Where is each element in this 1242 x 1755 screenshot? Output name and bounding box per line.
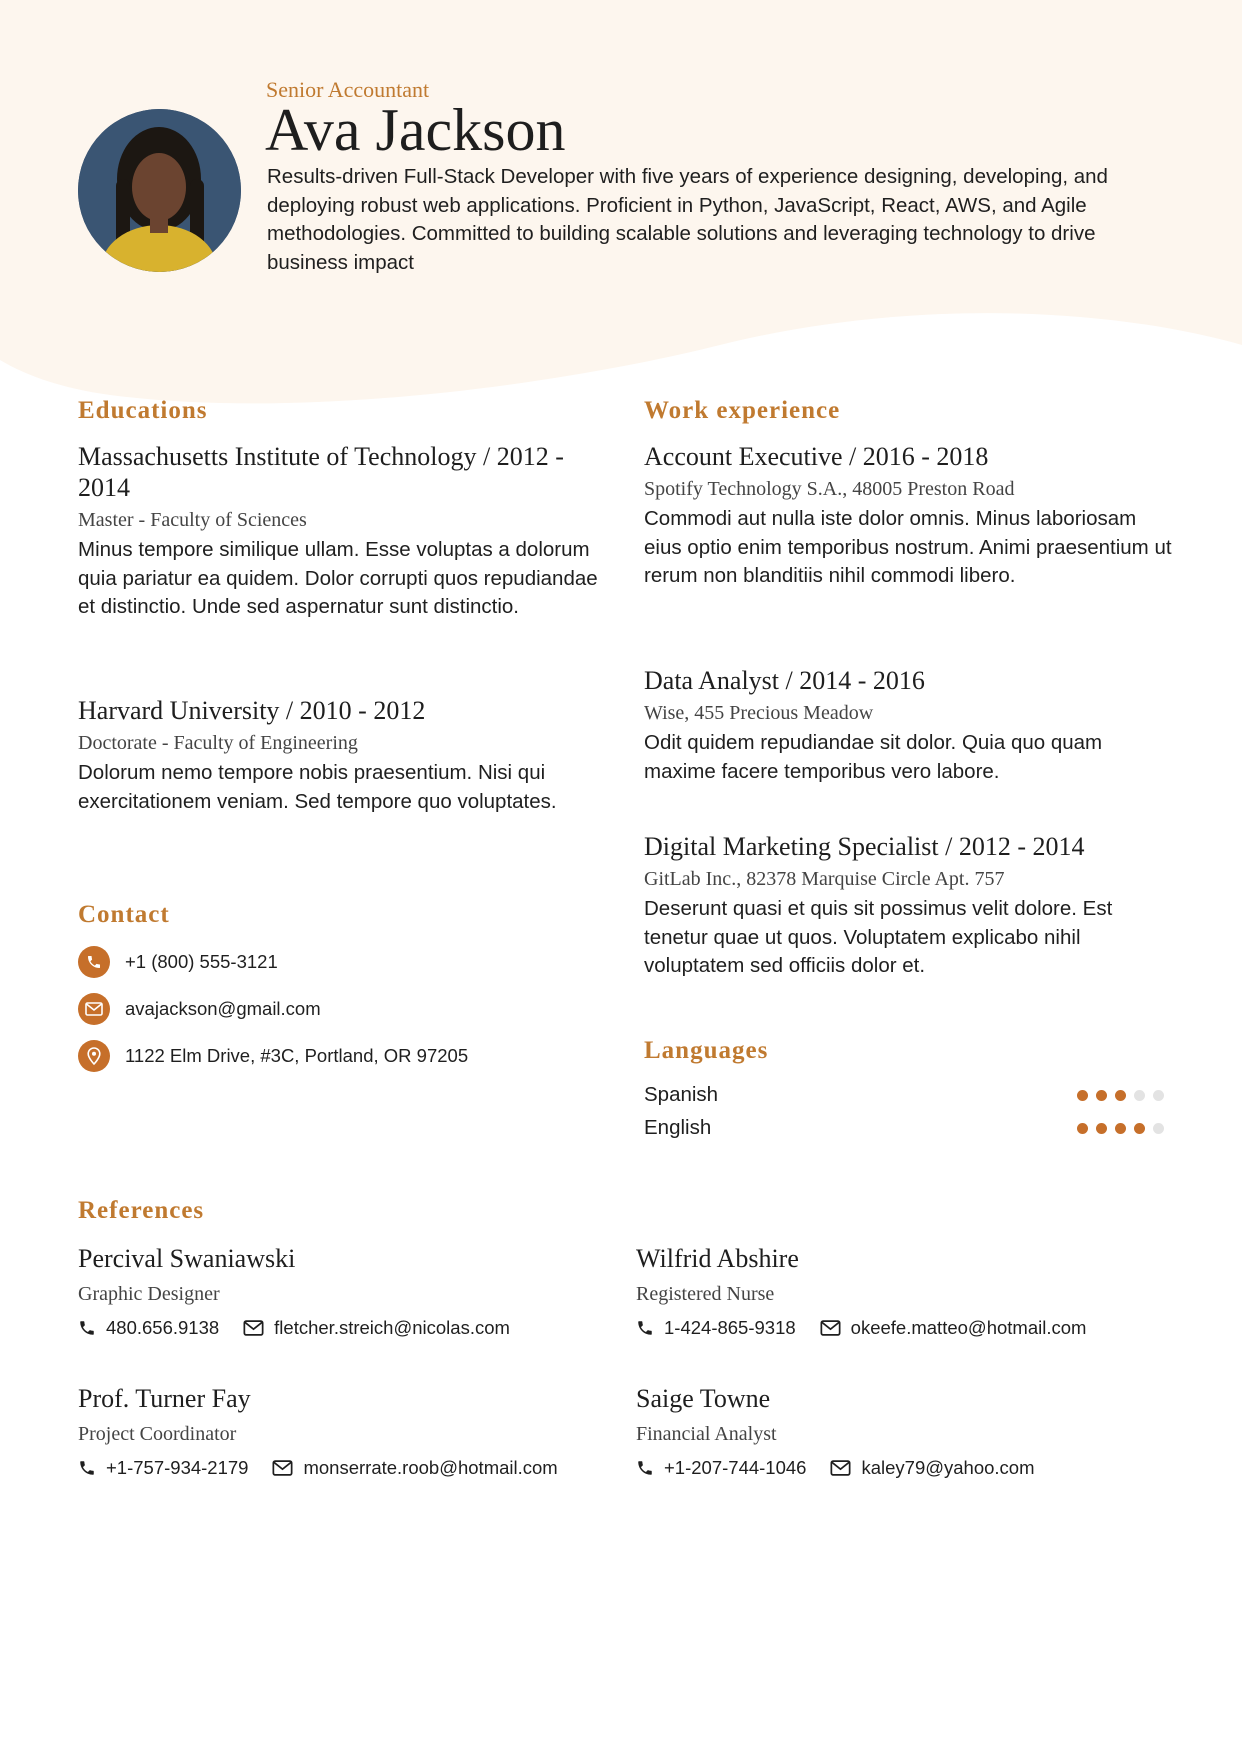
work-heading: Data Analyst / 2014 - 2016	[644, 666, 925, 695]
level-dot-filled	[1096, 1123, 1107, 1134]
envelope-icon	[78, 993, 110, 1025]
reference-item	[78, 1243, 510, 1339]
envelope-icon	[830, 1460, 851, 1476]
work-item	[644, 665, 1174, 786]
reference-role: Financial Analyst	[636, 1423, 777, 1445]
phone-icon	[78, 1459, 96, 1477]
education-degree: Master - Faculty of Sciences	[78, 509, 307, 531]
work-description: Deserunt quasi et quis sit possimus velit dolore. Est tenetur quae ut quos. Voluptatem explicabo nihil voluptatem sed officiis dolor et.	[644, 897, 1113, 977]
reference-name: Saige Towne	[636, 1384, 771, 1413]
contact-email[interactable]: avajackson@gmail.com	[125, 998, 321, 1019]
level-dot-filled	[1115, 1123, 1126, 1134]
reference-email[interactable]: fletcher.streich@nicolas.com	[274, 1317, 510, 1338]
summary: Results-driven Full-Stack Developer with five years of experience designing, developing, and deploying robust web applications. Proficient in Python, JavaScript, React, AWS, and Agile methodologies. Committed to building scalable solutions and leveraging technology to drive business impact	[267, 165, 1108, 274]
phone-icon	[636, 1319, 654, 1337]
education-degree: Doctorate - Faculty of Engineering	[78, 732, 358, 754]
reference-item	[636, 1383, 1035, 1479]
reference-email[interactable]: monserrate.roob@hotmail.com	[303, 1457, 558, 1478]
work-item	[644, 831, 1174, 981]
language-row	[644, 1113, 1164, 1143]
references-title: References	[78, 1197, 205, 1224]
work-company: Spotify Technology S.A., 48005 Preston Road	[644, 478, 1015, 500]
language-name: Spanish	[644, 1083, 719, 1106]
work-item	[644, 441, 1174, 591]
reference-phone[interactable]: +1-757-934-2179	[106, 1457, 249, 1478]
envelope-icon	[272, 1460, 293, 1476]
reference-item	[636, 1243, 1086, 1339]
language-name: English	[644, 1116, 712, 1139]
work-company: Wise, 455 Precious Meadow	[644, 702, 874, 724]
reference-item	[78, 1383, 558, 1479]
reference-phone[interactable]: 1-424-865-9318	[664, 1317, 796, 1338]
education-item	[78, 695, 598, 816]
education-item	[78, 441, 598, 622]
phone-icon	[636, 1459, 654, 1477]
job-title: Senior Accountant	[266, 77, 430, 102]
language-level-dots	[1077, 1123, 1164, 1134]
avatar	[78, 109, 241, 272]
work-description: Commodi aut nulla iste dolor omnis. Minus laboriosam eius optio enim temporibus nostrum. Animi praesentium ut rerum non blanditiis nihil commodi libero.	[644, 507, 1172, 587]
level-dot-empty	[1153, 1090, 1164, 1101]
reference-role: Project Coordinator	[78, 1423, 237, 1445]
contact-address-row	[78, 1039, 468, 1073]
education-heading: Massachusetts Institute of Technology / 2012 - 2014	[78, 442, 564, 502]
contact-phone[interactable]: +1 (800) 555-3121	[125, 951, 278, 972]
level-dot-filled	[1134, 1123, 1145, 1134]
envelope-icon	[820, 1320, 841, 1336]
work-company: GitLab Inc., 82378 Marquise Circle Apt. 757	[644, 868, 1005, 890]
education-heading: Harvard University / 2010 - 2012	[78, 696, 426, 725]
reference-phone[interactable]: +1-207-744-1046	[664, 1457, 807, 1478]
contact-address: 1122 Elm Drive, #3C, Portland, OR 97205	[125, 1045, 469, 1066]
work-heading: Account Executive / 2016 - 2018	[644, 442, 989, 471]
reference-email[interactable]: kaley79@yahoo.com	[861, 1457, 1035, 1478]
contact-email-row	[78, 992, 321, 1026]
level-dot-empty	[1153, 1123, 1164, 1134]
reference-name: Prof. Turner Fay	[78, 1384, 251, 1413]
level-dot-empty	[1134, 1090, 1145, 1101]
phone-icon	[78, 946, 110, 978]
level-dot-filled	[1096, 1090, 1107, 1101]
education-description: Minus tempore similique ullam. Esse voluptas a dolorum quia pariatur ea quidem. Dolor corrupti quos repudiandae et distinctio. Unde sed aspernatur sunt distinctio.	[78, 538, 598, 618]
work-heading: Digital Marketing Specialist / 2012 - 2014	[644, 832, 1085, 861]
language-row	[644, 1080, 1164, 1110]
candidate-name: Ava Jackson	[265, 97, 566, 163]
contact-phone-row	[78, 945, 278, 979]
level-dot-filled	[1077, 1090, 1088, 1101]
reference-name: Percival Swaniawski	[78, 1244, 296, 1273]
work-description: Odit quidem repudiandae sit dolor. Quia quo quam maxime facere temporibus vero labore.	[644, 731, 1103, 783]
reference-role: Graphic Designer	[78, 1283, 220, 1305]
location-pin-icon	[78, 1040, 110, 1072]
level-dot-filled	[1077, 1123, 1088, 1134]
reference-name: Wilfrid Abshire	[636, 1244, 799, 1273]
contact-title: Contact	[78, 901, 170, 928]
reference-phone[interactable]: 480.656.9138	[106, 1317, 220, 1338]
reference-email[interactable]: okeefe.matteo@hotmail.com	[850, 1317, 1087, 1338]
work-title: Work experience	[644, 397, 841, 424]
languages-title: Languages	[644, 1037, 769, 1064]
education-description: Dolorum nemo tempore nobis praesentium. Nisi qui exercitationem veniam. Sed tempore quo voluptates.	[78, 761, 557, 813]
language-level-dots	[1077, 1090, 1164, 1101]
reference-role: Registered Nurse	[636, 1283, 775, 1305]
education-title: Educations	[78, 397, 208, 424]
level-dot-filled	[1115, 1090, 1126, 1101]
envelope-icon	[243, 1320, 264, 1336]
phone-icon	[78, 1319, 96, 1337]
